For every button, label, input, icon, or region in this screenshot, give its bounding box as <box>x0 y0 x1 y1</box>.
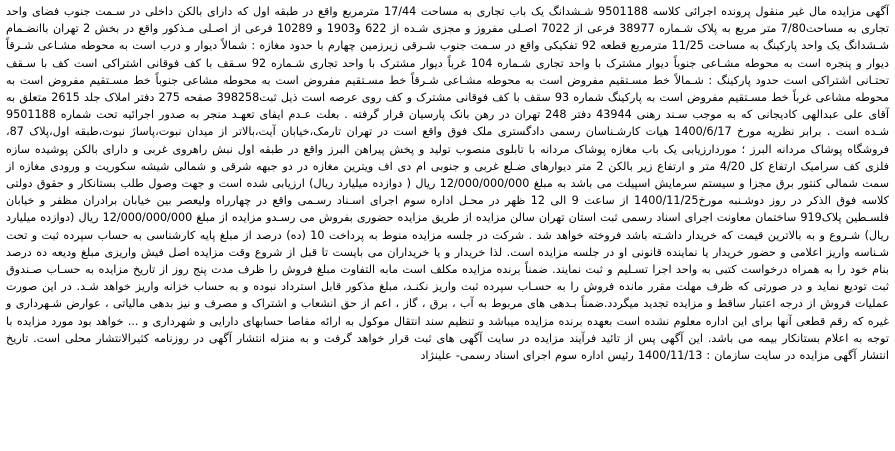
auction-notice-text: آگهی مزایده مال غیر منقول پرونده اجرائی کلاسه 9501188 شـشدانگ یک باب تجاری به مساحت 17/44 مترمربع واقع در طبقه اول که دارای بالکن داخلی در سـمت جنوب فضای واحد تجاری به مساحت7/80 متر مربع به پلاک شـماره 38977 فرعی از 7022 اصـلی مفروز و مجزی شـده از 622 و1903 و 10289 فرعی از اصـلی مـذکور واقع در بخش 2 تهران باانضـمام شـشدانگ یک واحد پارکینگ به مساحت 11/25 مترمربع قطعه 92 تفکیکی واقع در سـمت جنوب شـرقی زیرزمین چهارم با حدود مغازه : شمالاً دیوار و درب است به محوطه مشـاعی شـرقاً دیوار و پنجره است به محوطه مشـاعی جنوباً دیوار مشترک با واحد تجاری شـماره 104 غرباً دیوار مشترک با واحد تجاری شـماره 92 سـقف با کف فوقانی اشتراکی است کف با سـقف تحتـانی اشتراکی است حدود پارکینگ : شـمالاً خط مسـتقیم مفروض است به محوطه مشـاعی شـرقاً خط مسـتقیم مفروض است به محوطه مشاعی جنوباً خط مسـتقیم مفروض است به محوطه مشاعی غرباً خط مسـتقیم مفروض است به پارکینگ شماره 93 سقف با کف فوقانی مشترک و کف روی عرصه است ذیل ثبت398258 صفحه 275 دفتر املاک جلد 2615 متعلق به آقای علی عبدالهی کادیجانی که به موجب سـند رهنی 43944 دفتر 248 تهران در رهن بانک پارسیان قرار گرفته . بعلت عـدم ایفای تعهـد منجر به صدور اجرائیه تحت شماره 9501188 شـده است . برابر نظریه مورخ 1400/6/17 هیات کارشـناسان رسمی دادگستری ملک فوق واقع است در تهران تارمک،خیابان آیت،بالاتر از میدان نبوت،پاساژ نبوت،طبقه اول،پلاک 87، فروشگاه پوشاک مردانه البرز ؛ موردارزیابی یک باب مغازه پوشاک مردانه با تابلوی منصوب تولید و پخش پیراهن البرز واقع در طبقه اول نبش راهروی غربی و دارای بالکن پوشیده سازه فلزی کف سرامیک ارتفاع کل 4/20 متر و ارتفاع زیر بالکن 2 متر دیوارهای ضـلع غربی و جنوبی ام دی اف ویترین مغازه در دو جبهه شرقی و شمالی شیشه سکوریت و ورودی مغازه از سمت شمالی کنتور برق مجزا و سیستم سرمایش اسپیلت می باشد به مبلغ 12/000/000/000 ریال ( دوازده میلیارد ریال) ارزیابی شده است و جهت وصول طلب بستانکار و حقوق دولتی کلاسه فوق الذکر در روز دوشـنبه مورخ1400/11/25 از ساعت 9 الی 12 ظهر در محـل اداره سوم اجرای اسـناد رسـمی واقع در چهارراه ولیعصر بین خیابان برادران مظفر و خیابان فلسـطین پلاک919 ساختمان معاونت اجرای اسناد رسمی ثبت استان تهران سالن مزایده از طریق مزایده حضوری بفروش می رسـدو مزایده از مبلغ 12/000/000/000 ریال (دوازده میلیارد ریال) شـروع و به بالاترین قیمت که خریدار داشـته باشد فروخته خواهد شد . شرکت در جلسه مزایده منوط به پرداخت 10 (ده) درصد از مبلغ پایه کارشناسی به حساب سپرده ثبت و تحت شـناسه واریز اعلامی و حضور خریدار یا نماینده قانونی او در جلسه مزایده است. لذا خریدار و یا خریداران می بایست تا قبل از شروع وقت مزایده اصل فیش واریزی مبلغ ودیعه ده درصد بنام خود را به همراه درخواست کتبی به واحد اجرا تسـلیم و ثبت نمایند. ضمناً برنده مزایده مکلف است مابه التفاوت مبلغ فروش را ظرف مدت پنج روز از تاریخ مزایده به حسـاب صـندوق ثبت تودیع نماید و در صورتی که ظرف مهلت مقرر مانده فروش را به حسـاب سپرده ثبت واریز نکنـد، مبلغ مذکور قابل استرداد نبوده و به حساب خزانه واریز خواهد شـد. در این صورت عملیات فروش از درجه اعتبار ساقط و مزایده تجدید میگردد.ضمناً بـدهی های مربوط به آب ، برق ، گاز ، اعم از حق انشعاب و اشتراک و مصرف و نیز بدهی مالیاتی ، عوارض شـهرداری و غیره که رقم قطعی آنها برای این اداره معلوم نشده است بعهده برنده مزایده میباشد و تنظیم سند انتقال موکول به ارائه مفاصا حسابهای دارایی و شهرداری و ... خواهد بود مورد مزایده با توجه به اعلام بستانکار بیمه می باشد. این آگهی پس از تائید فرآیند مزایده در سایت آگهی های ثبت قرار خواهد گرفت و به منزله انتشار آگهی در روزنامه کثیرالانتشار محلی است. تاریخ انتشار آگهی مزایده در سایت سازمان : 1400/11/13 رئیس اداره سوم اجرای اسناد رسمی- علینژاد <box>6 5 890 363</box>
